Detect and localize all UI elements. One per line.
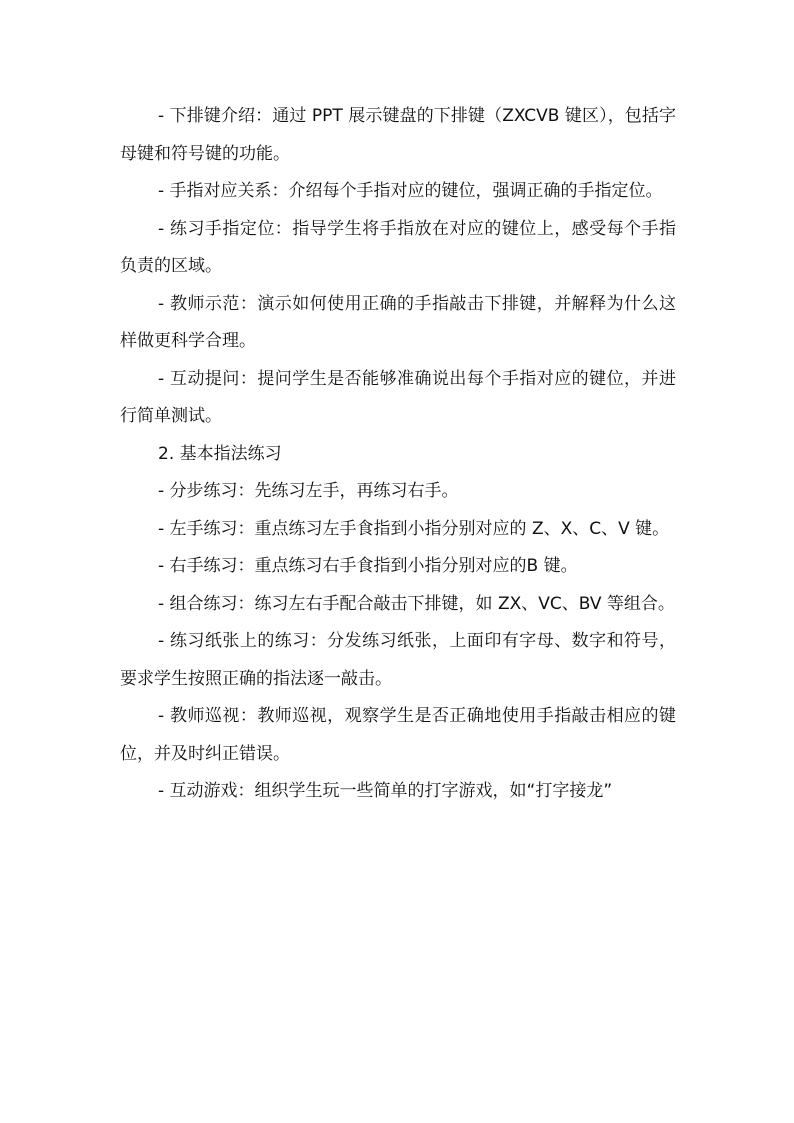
paragraph-finger-positioning: - 练习手指定位：指导学生将手指放在对应的键位上，感受每个手指负责的区域。 bbox=[120, 218, 676, 276]
paragraph-teacher-demo: - 教师示范：演示如何使用正确的手指敲击下排键，并解释为什么这样做更科学合理。 bbox=[120, 293, 676, 351]
paragraph-combination-practice: - 组合练习：练习左右手配合敲击下排键，如 ZX、VC、BV 等组合。 bbox=[158, 593, 675, 614]
paragraph-teacher-patrol: - 教师巡视：教师巡视，观察学生是否正确地使用手指敲击相应的键位，并及时纠正错误。 bbox=[120, 706, 676, 764]
paragraph-interactive-game: - 互动游戏：组织学生玩一些简单的打字游戏，如“打字接龙” bbox=[158, 781, 613, 801]
paragraph-interactive-question: - 互动提问：提问学生是否能够准确说出每个手指对应的键位，并进行简单测试。 bbox=[120, 368, 676, 426]
paragraph-step-practice: - 分步练习：先练习左手，再练习右手。 bbox=[158, 481, 459, 501]
paragraph-finger-mapping: - 手指对应关系：介绍每个手指对应的键位，强调正确的手指定位。 bbox=[158, 181, 663, 201]
paragraph-right-hand-practice: - 右手练习：重点练习右手食指到小指分别对应的B 键。 bbox=[158, 556, 578, 576]
section-heading-basic-fingering: 2. 基本指法练习 bbox=[158, 443, 282, 464]
paragraph-left-hand-practice: - 左手练习：重点练习左手食指到小指分别对应的 Z、X、C、V 键。 bbox=[158, 518, 670, 539]
paragraph-worksheet-practice: - 练习纸张上的练习：分发练习纸张，上面印有字母、数字和符号，要求学生按照正确的指法逐一敲击。 bbox=[120, 631, 676, 689]
paragraph-lower-row-intro: - 下排键介绍：通过 PPT 展示键盘的下排键（ZXCVB 键区），包括字母键和符号键的功能。 bbox=[120, 106, 676, 164]
document-body bbox=[120, 98, 676, 811]
